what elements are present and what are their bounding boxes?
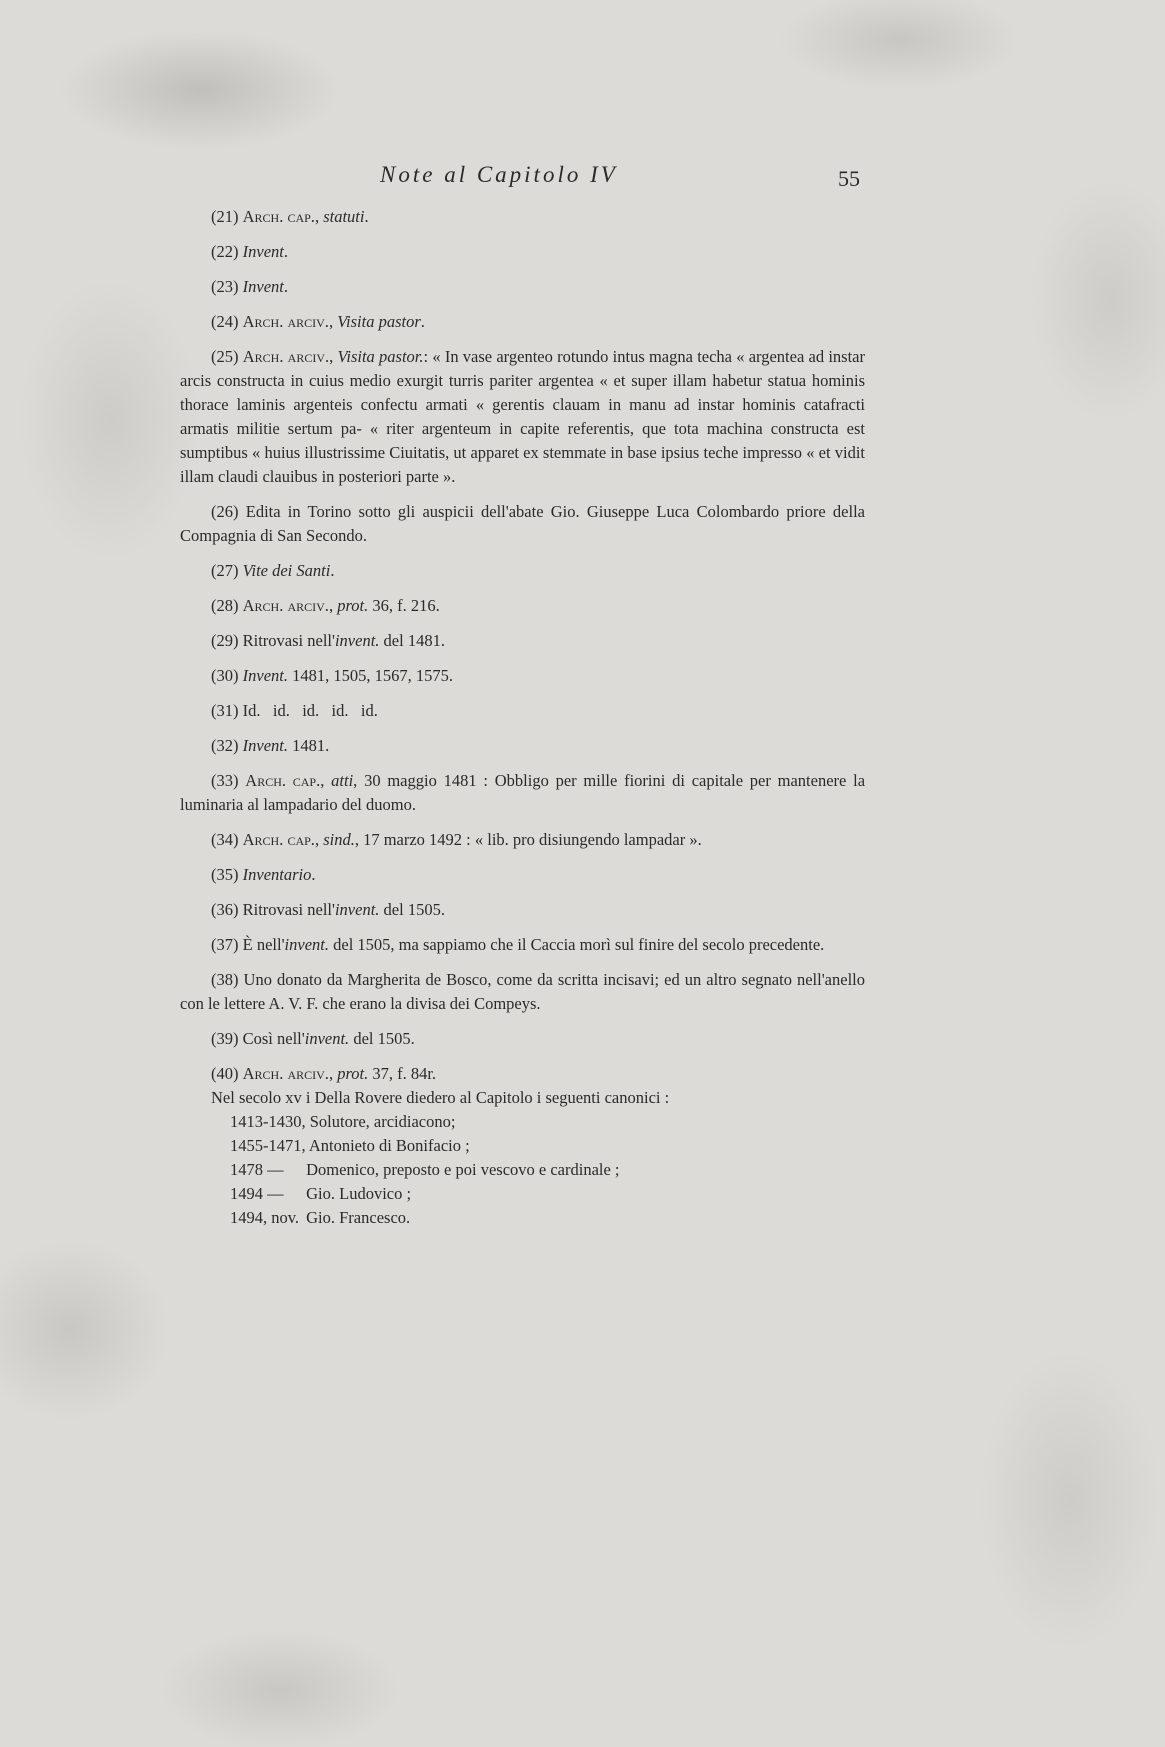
note-26: (26) Edita in Torino sotto gli auspicii dell'abate Gio. Giuseppe Luca Colombardo priore della Compagnia di San Secondo. xyxy=(180,502,866,545)
canons-intro: Nel secolo xv i Della Rovere diedero al Capitolo i seguenti canonici : xyxy=(211,1088,670,1107)
note-33: (33) Arch. cap., atti, 30 maggio 1481 : Obbligo per mille fiorini di capitale per mantenere la luminaria al lampadario del duomo. xyxy=(180,771,866,814)
running-head: Note al Capitolo IV xyxy=(380,162,618,187)
note-21: (21) Arch. cap., statuti. xyxy=(211,207,369,226)
page-number: 55 xyxy=(838,166,860,191)
note-37: (37) È nell'invent. del 1505, ma sappiamo che il Caccia morì sul finire del secolo precedente. xyxy=(211,935,825,954)
list-item: 1494 — Gio. Ludovico ; xyxy=(230,1184,412,1203)
note-29: (29) Ritrovasi nell'invent. del 1481. xyxy=(211,631,445,650)
canons-list xyxy=(180,1110,865,1230)
note-38: (38) Uno donato da Margherita de Bosco, come da scritta incisavi; ed un altro segnato nell'anello con le lettere A. V. F. che erano la divisa dei Compeys. xyxy=(180,970,865,1013)
note-24: (24) Arch. arciv., Visita pastor. xyxy=(211,312,425,331)
list-item: 1478 — Domenico, preposto e poi vescovo e cardinale ; xyxy=(230,1160,620,1179)
note-27: (27) Vite dei Santi. xyxy=(211,561,335,580)
note-40: (40) Arch. arciv., prot. 37, f. 84r. xyxy=(211,1064,437,1083)
note-39: (39) Così nell'invent. del 1505. xyxy=(211,1029,415,1048)
note-30: (30) Invent. 1481, 1505, 1567, 1575. xyxy=(211,666,453,685)
list-item: 1455-1471, Antonieto di Bonifacio ; xyxy=(230,1136,470,1155)
list-item: 1413-1430, Solutore, arcidiacono; xyxy=(230,1112,456,1131)
note-28: (28) Arch. arciv., prot. 36, f. 216. xyxy=(211,596,440,615)
note-23: (23) Invent. xyxy=(211,277,288,296)
note-32: (32) Invent. 1481. xyxy=(211,736,330,755)
note-34: (34) Arch. cap., sind., 17 marzo 1492 : « lib. pro disiungendo lampadar ». xyxy=(211,830,702,849)
note-31: (31) Id. id. id. id. id. xyxy=(211,701,378,720)
endnotes xyxy=(180,205,865,1230)
note-22: (22) Invent. xyxy=(211,242,288,261)
list-item: 1494, nov. Gio. Francesco. xyxy=(230,1208,411,1227)
note-25: (25) Arch. arciv., Visita pastor.: « In vase argenteo rotundo intus magna techa « argentea ad instar arcis constructa in cuius medio exurgit turris pariter argentea « et super illam habetur statua hominis thorace laminis argenteis confectu armati « gerentis clauam in manu ad instar hominis catafracti armatis militie sertum pa- « riter argenteum in capite referentis, que tota machina constructa est sumptibus « huius illustrissime Ciuitatis, ut apparet ex stemmate in base ipsius teche impresso « et vidit illam claudi clauibus in posteriori parte ». xyxy=(180,347,865,486)
note-36: (36) Ritrovasi nell'invent. del 1505. xyxy=(211,900,445,919)
note-35: (35) Inventario. xyxy=(211,865,316,884)
